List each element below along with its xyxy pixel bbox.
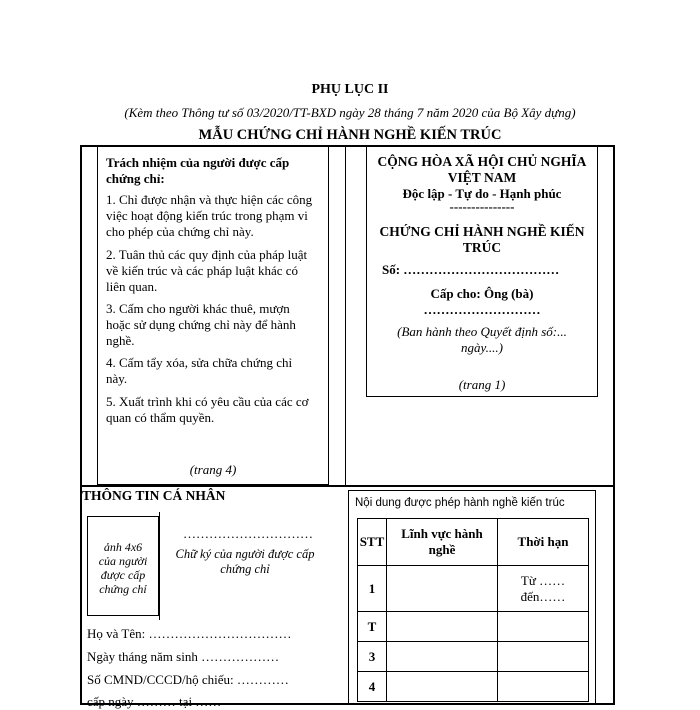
col-field: Lĩnh vực hành nghề	[387, 519, 498, 566]
row-stt: 4	[358, 672, 387, 702]
table-row	[358, 672, 589, 702]
row-field	[387, 566, 498, 612]
page4-item-4: 4. Cấm tẩy xóa, sửa chữa chứng chỉ này.	[106, 355, 293, 386]
page4-item-1: 1. Chỉ được nhận và thực hiện các công việc hoạt động kiến trúc trong phạm vi cho phép của chứng chỉ này.	[106, 192, 313, 239]
issued-to-dots: ………………………	[423, 302, 541, 317]
row-field	[387, 612, 498, 642]
page4-heading: Trách nhiệm của người được cấp chứng chỉ:	[106, 155, 290, 186]
field-name: Họ và Tên: ……………………………	[87, 626, 292, 641]
issued-to: Cấp cho: Ông (bà)	[430, 286, 534, 301]
row-field	[387, 672, 498, 702]
table-row	[358, 566, 589, 612]
certificate-number: Số: ………………………………	[382, 262, 560, 277]
row-stt: 3	[358, 642, 387, 672]
col-term: Thời hạn	[498, 519, 589, 566]
row-term	[498, 642, 589, 672]
page4-item-5: 5. Xuất trình khi có yêu cầu của các cơ quan có thẩm quyền.	[106, 394, 309, 425]
col-stt: STT	[358, 519, 387, 566]
photo-label: ảnh 4x6 của người được cấp chứng chỉ	[98, 540, 148, 596]
appendix-title: PHỤ LỤC II	[311, 82, 389, 97]
nation-name: CỘNG HÒA XÃ HỘI CHỦ NGHĨA VIỆT NAM	[377, 154, 587, 185]
signature-line: …………………………	[183, 526, 313, 541]
row-stt: 1	[358, 566, 387, 612]
page4-item-3: 3. Cấm cho người khác thuê, mượn hoặc sử dụng chứng chỉ này để hành nghề.	[106, 301, 296, 348]
certificate-title: CHỨNG CHỈ HÀNH NGHỀ KIẾN TRÚC	[379, 224, 585, 255]
permissions-table	[357, 518, 589, 702]
decision-note: (Ban hành theo Quyết định số:... ngày....)	[397, 324, 567, 355]
field-dob: Ngày tháng năm sinh ………………	[87, 649, 280, 664]
field-issue: cấp ngày ……… tại ……	[87, 694, 222, 709]
row-term	[498, 612, 589, 642]
nation-motto: Độc lập - Tự do - Hạnh phúc	[402, 186, 562, 201]
field-id: Số CMND/CCCD/hộ chiếu: …………	[87, 672, 289, 687]
table-row	[358, 612, 589, 642]
vertical-divider	[345, 145, 346, 487]
row-term: Từ …… đến……	[498, 566, 589, 612]
table-header-row	[358, 519, 589, 566]
row-term	[498, 672, 589, 702]
row-stt: T	[358, 612, 387, 642]
page4-label: (trang 4)	[189, 462, 237, 477]
appendix-subtitle: (Kèm theo Thông tư số 03/2020/TT-BXD ngày 28 tháng 7 năm 2020 của Bộ Xây dựng)	[124, 105, 576, 120]
page1-label: (trang 1)	[458, 377, 506, 392]
personal-info-title: THÔNG TIN CÁ NHÂN	[82, 488, 226, 503]
permissions-title: Nội dung được phép hành nghề kiến trúc	[355, 497, 565, 509]
form-heading: MẪU CHỨNG CHỈ HÀNH NGHỀ KIẾN TRÚC	[198, 127, 502, 143]
signature-label: Chữ ký của người được cấp chứng chỉ	[175, 547, 315, 576]
row-field	[387, 642, 498, 672]
motto-rule: ---------------	[449, 199, 515, 214]
horizontal-divider	[80, 485, 615, 487]
page4-item-2: 2. Tuân thủ các quy định của pháp luật về kiến trúc và các pháp luật khác có liên quan.	[106, 247, 308, 294]
table-row	[358, 642, 589, 672]
